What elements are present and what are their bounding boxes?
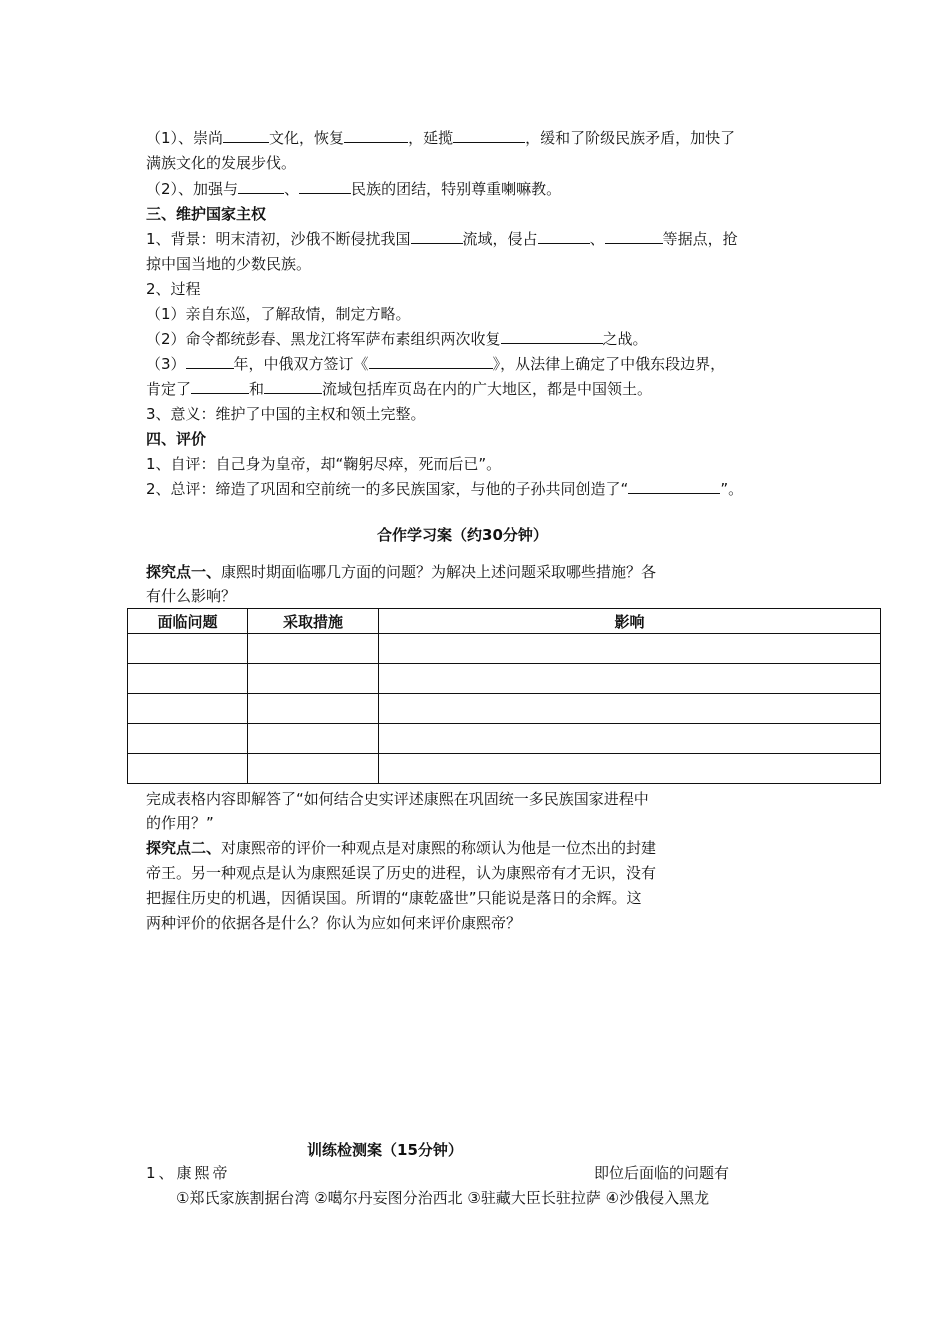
blank[interactable] bbox=[238, 179, 284, 194]
bg-a: 1、背景：明末清初，沙俄不断侵扰我国 bbox=[146, 230, 411, 248]
blank[interactable] bbox=[453, 128, 525, 143]
bg-c: 、 bbox=[589, 230, 605, 248]
table-row bbox=[128, 694, 881, 724]
explore-point-2-l3: 把握住历史的机遇，因循误国。所谓的“康乾盛世”只能说是落日的余辉。这 bbox=[146, 889, 642, 907]
p3-cont-b: 和 bbox=[249, 380, 265, 398]
blank[interactable] bbox=[186, 354, 234, 369]
q2-label: 探究点二、 bbox=[146, 839, 222, 857]
table-cell[interactable] bbox=[128, 694, 248, 724]
process-1: （1）亲自东巡，了解敌情，制定方略。 bbox=[146, 305, 411, 323]
training-title: 训练检测案（15分钟） bbox=[307, 1141, 463, 1159]
table-cell[interactable] bbox=[248, 664, 379, 694]
table-row bbox=[128, 754, 881, 784]
item1-d: ，缓和了阶级民族矛盾，加快了 bbox=[525, 129, 736, 147]
total-b: ”。 bbox=[720, 480, 744, 498]
explore-point-2 bbox=[146, 838, 656, 858]
p2-a: （2）命令都统彭春、黑龙江将军萨布素组织两次收复 bbox=[146, 330, 501, 348]
coop-title: 合作学习案（约30分钟） bbox=[377, 526, 548, 544]
item2-line bbox=[146, 179, 561, 199]
q1-label: 探究点一、 bbox=[146, 563, 222, 581]
blank[interactable] bbox=[411, 229, 463, 244]
blank[interactable] bbox=[299, 179, 351, 194]
response-table bbox=[127, 608, 881, 784]
item1-line bbox=[146, 128, 735, 148]
item2-a: （2）、加强与 bbox=[146, 180, 239, 198]
table-row bbox=[128, 664, 881, 694]
training-options: ①郑氏家族割据台湾 ②噶尔丹妄图分治西北 ③驻藏大臣长驻拉萨 ④沙俄侵入黑龙 bbox=[176, 1189, 710, 1207]
explore-point-2-l2: 帝王。另一种观点是认为康熙延误了历史的进程，认为康熙帝有才无识，没有 bbox=[146, 864, 657, 882]
q1-text: 康熙时期面临哪几方面的问题？为解决上述问题采取哪些措施？各 bbox=[221, 563, 657, 581]
table-row bbox=[128, 634, 881, 664]
table-cell[interactable] bbox=[128, 724, 248, 754]
blank[interactable] bbox=[264, 379, 322, 394]
table-cell[interactable] bbox=[379, 724, 881, 754]
p3-b: 年，中俄双方签订《 bbox=[233, 355, 369, 373]
item2-b: 、 bbox=[284, 180, 300, 198]
after-table-cont: 的作用？” bbox=[146, 814, 214, 832]
process-2 bbox=[146, 329, 648, 349]
blank[interactable] bbox=[628, 479, 720, 494]
table-cell[interactable] bbox=[248, 634, 379, 664]
table-cell[interactable] bbox=[128, 754, 248, 784]
process-3-cont bbox=[146, 379, 652, 399]
process-3 bbox=[146, 354, 725, 374]
table-cell[interactable] bbox=[248, 694, 379, 724]
total-a: 2、总评：缔造了巩固和空前统一的多民族国家，与他的子孙共同创造了“ bbox=[146, 480, 629, 498]
table-header-row bbox=[128, 609, 881, 634]
table-row bbox=[128, 724, 881, 754]
q2-text: 对康熙帝的评价一种观点是对康熙的称颂认为他是一位杰出的封建 bbox=[221, 839, 657, 857]
p3-cont-c: 流域包括库页岛在内的广大地区，都是中国领土。 bbox=[322, 380, 653, 398]
explore-point-1 bbox=[146, 562, 656, 582]
section3-heading: 三、维护国家主权 bbox=[146, 205, 267, 223]
item1-cont: 满族文化的发展步伐。 bbox=[146, 154, 297, 172]
self-eval: 1、自评：自己身为皇帝，却“鞠躬尽瘁，死而后已”。 bbox=[146, 455, 502, 473]
blank[interactable] bbox=[538, 229, 590, 244]
explore-point-2-l4: 两种评价的依据各是什么？你认为应如何来评价康熙帝？ bbox=[146, 914, 522, 932]
total-eval bbox=[146, 479, 743, 499]
blank[interactable] bbox=[369, 354, 493, 369]
table-cell[interactable] bbox=[379, 664, 881, 694]
bg-d: 等据点，抢 bbox=[662, 230, 738, 248]
training-q1 bbox=[146, 1163, 231, 1183]
p3-cont-a: 肯定了 bbox=[146, 380, 192, 398]
item1-c: ，延揽 bbox=[408, 129, 454, 147]
after-table: 完成表格内容即解答了“如何结合史实评述康熙在巩固统一多民族国家进程中 bbox=[146, 790, 649, 808]
item1-b: 文化，恢复 bbox=[269, 129, 345, 147]
table-cell[interactable] bbox=[248, 724, 379, 754]
header-measure: 采取措施 bbox=[248, 609, 379, 634]
meaning-line: 3、意义：维护了中国的主权和领土完整。 bbox=[146, 405, 426, 423]
bg-b: 流域，侵占 bbox=[462, 230, 538, 248]
table-cell[interactable] bbox=[379, 754, 881, 784]
background-line bbox=[146, 229, 738, 249]
header-problem: 面临问题 bbox=[128, 609, 248, 634]
p2-b: 之战。 bbox=[602, 330, 648, 348]
header-impact: 影响 bbox=[379, 609, 881, 634]
process-heading: 2、过程 bbox=[146, 280, 201, 298]
training-q1-right: 即位后面临的问题有 bbox=[594, 1164, 730, 1182]
item1-a: （1）、崇尚 bbox=[146, 129, 224, 147]
table-cell[interactable] bbox=[379, 634, 881, 664]
p3-a: （3） bbox=[146, 355, 186, 373]
table-cell[interactable] bbox=[128, 634, 248, 664]
blank[interactable] bbox=[223, 128, 269, 143]
background-cont: 掠中国当地的少数民族。 bbox=[146, 255, 312, 273]
blank[interactable] bbox=[191, 379, 249, 394]
blank[interactable] bbox=[344, 128, 408, 143]
blank[interactable] bbox=[501, 329, 603, 344]
p3-c: 》，从法律上确定了中俄东段边界， bbox=[492, 355, 726, 373]
item2-c: 民族的团结，特别尊重喇嘛教。 bbox=[351, 180, 562, 198]
table-cell[interactable] bbox=[248, 754, 379, 784]
table-cell[interactable] bbox=[379, 694, 881, 724]
section4-heading: 四、评价 bbox=[146, 430, 207, 448]
table-cell[interactable] bbox=[128, 664, 248, 694]
blank[interactable] bbox=[605, 229, 663, 244]
explore-point-1-cont: 有什么影响？ bbox=[146, 587, 237, 605]
training-q1-a: 1、康熙帝 bbox=[146, 1164, 231, 1182]
